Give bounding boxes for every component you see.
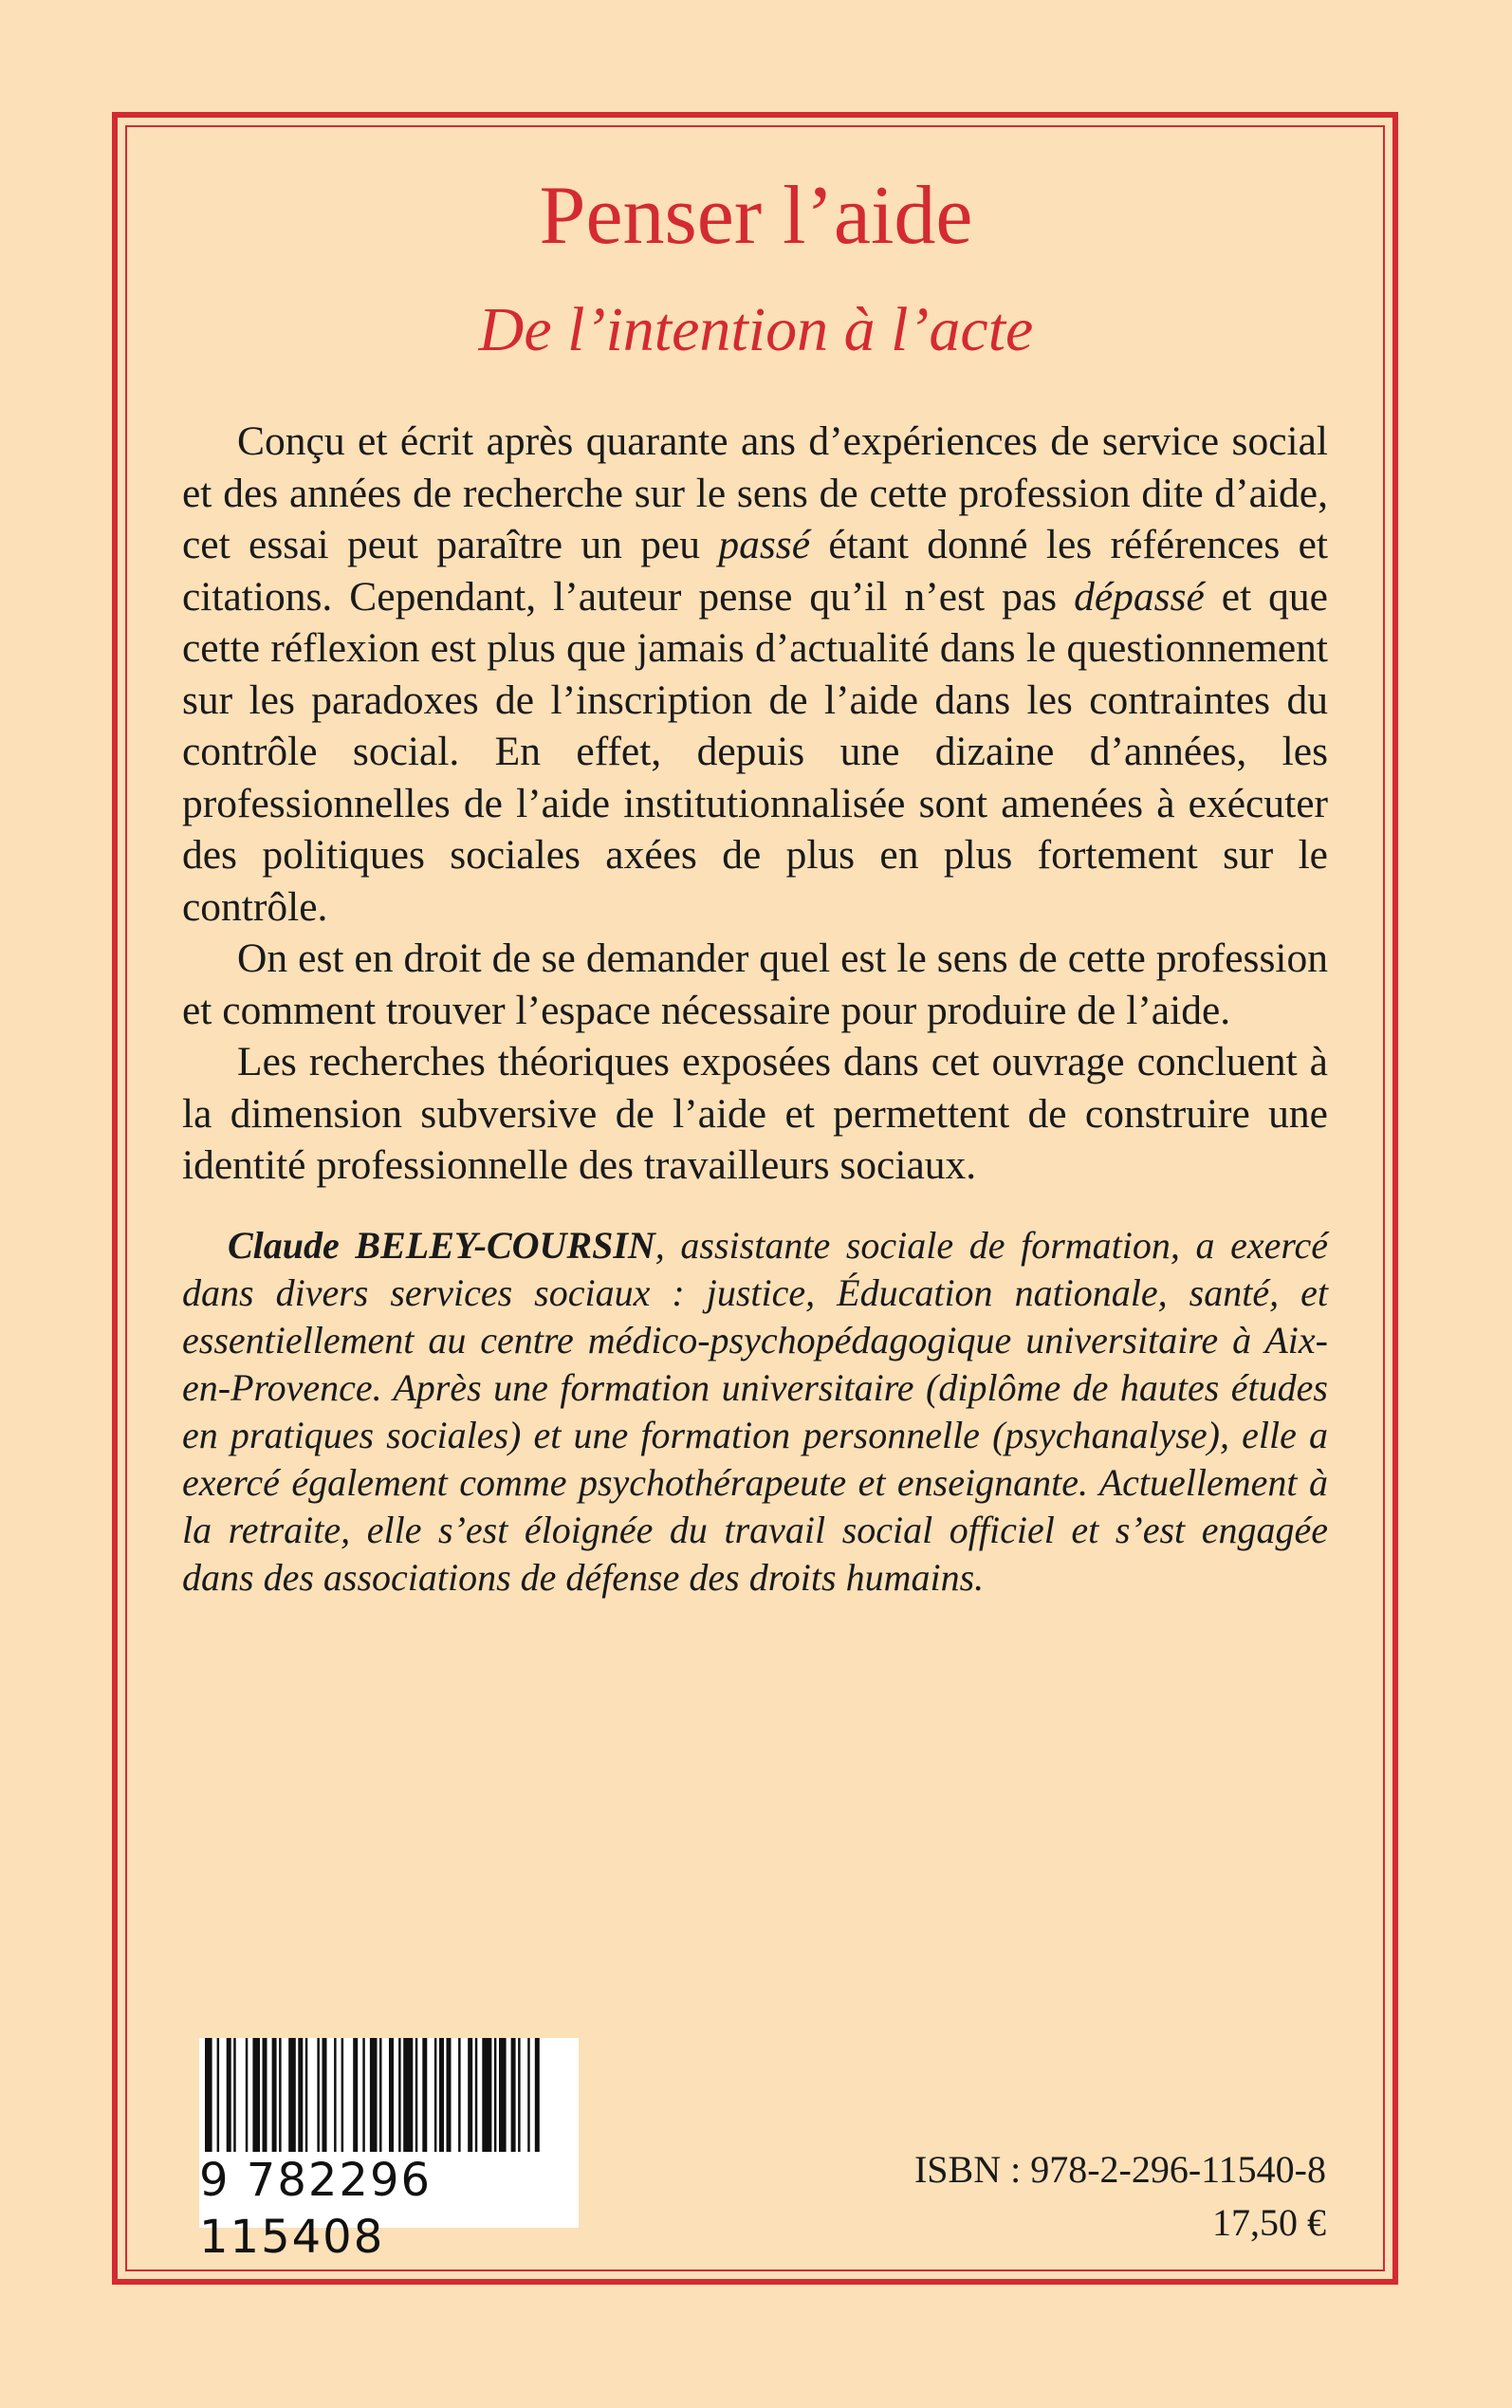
barcode-bar bbox=[246, 2038, 249, 2156]
barcode-bar bbox=[263, 2038, 267, 2156]
barcode-bar bbox=[298, 2038, 303, 2156]
author-bio bbox=[182, 1222, 1328, 1602]
barcode-bar bbox=[527, 2038, 530, 2156]
barcode-bar bbox=[379, 2038, 382, 2156]
barcode-bar bbox=[227, 2038, 231, 2156]
blurb-paragraph-3: Les recherches théoriques exposées dans cet ouvrage concluent à la dimension subversive de l’aide et permettent de construire une identité professionnelle des travailleurs sociaux. bbox=[182, 1039, 1328, 1188]
barcode-bar bbox=[305, 2038, 308, 2156]
back-cover-blurb bbox=[182, 416, 1328, 1192]
book-subtitle: De l’intention à l’acte bbox=[478, 295, 1034, 364]
barcode-bar bbox=[475, 2038, 478, 2156]
barcode-bar bbox=[535, 2038, 540, 2156]
barcode-bar bbox=[272, 2038, 277, 2156]
barcode-bar bbox=[482, 2038, 491, 2156]
barcode-bar bbox=[323, 2038, 327, 2156]
barcode-bar bbox=[415, 2038, 418, 2156]
barcode-bar bbox=[370, 2038, 378, 2156]
blurb-paragraph-2: On est en droit de se demander quel est le sens de cette profession et comment trouver l’espace nécessaire pour produire de l’aide. bbox=[182, 935, 1328, 1033]
barcode-bar bbox=[447, 2038, 452, 2156]
barcode-bar bbox=[353, 2038, 358, 2156]
barcode-bar bbox=[518, 2038, 521, 2156]
barcode-bar bbox=[252, 2038, 260, 2156]
barcode-bar bbox=[288, 2038, 296, 2156]
barcode-bar bbox=[468, 2038, 472, 2156]
barcode-bar bbox=[317, 2038, 320, 2156]
barcode-bar bbox=[279, 2038, 282, 2156]
barcode-bar bbox=[233, 2038, 236, 2156]
isbn: ISBN : 978-2-296-11540-8 bbox=[913, 2148, 1326, 2191]
barcode-digits: 9 782296 115408 bbox=[199, 2152, 579, 2209]
barcode-bar bbox=[511, 2038, 516, 2156]
barcode-bar bbox=[362, 2038, 365, 2156]
barcode-bar bbox=[403, 2038, 413, 2156]
barcode-bar bbox=[422, 2038, 427, 2156]
barcode-bar bbox=[458, 2038, 461, 2156]
barcode-bar bbox=[217, 2038, 220, 2156]
barcode-bars bbox=[199, 2038, 579, 2156]
barcode-bar bbox=[499, 2038, 507, 2156]
barcode-bar bbox=[439, 2038, 444, 2156]
author-bio-text: , assistante sociale de formation, a exercé dans divers services sociaux : justice, Éducation nationale, santé, et essentiellement au centre médico-psychopédagogique universitaire à Aix-en-Provence. Après une formation universitaire (diplôme de hautes études en pratiques sociales) et une formation personnelle (psychanalyse), elle a exercé également comme psychothérapeute et enseignante. Actuellement à la retraite, elle s’est éloignée du travail social officiel et s’est engagée dans des associations de défense des droits humains. bbox=[182, 1224, 1328, 1599]
barcode-bar bbox=[389, 2038, 394, 2156]
barcode-bar bbox=[334, 2038, 337, 2156]
barcode-bar bbox=[494, 2038, 497, 2156]
price: 17,50 € bbox=[1212, 2201, 1326, 2244]
barcode-bar bbox=[398, 2038, 401, 2156]
barcode-bar bbox=[434, 2038, 437, 2156]
blurb-paragraph-1: Conçu et écrit après quarante ans d’expériences de service social et des années de recherche sur le sens de cette profession dite d’aide, cet essai peut paraître un peu passé étant donné les références et citations. Cependant, l’auteur pense qu’il n’est pas dépassé et que cette réflexion est plus que jamais d’actualité dans le questionnement sur les paradoxes de l’inscription de l’aide dans les contraintes du contrôle social. En effet, depuis une dizaine d’années, les professionnelles de l’aide institutionnalisée sont amenées à exécuter des politiques sociales axées de plus en plus fortement sur le contrôle. bbox=[182, 418, 1328, 930]
book-title: Penser l’aide bbox=[539, 170, 973, 262]
barcode-bar bbox=[205, 2038, 212, 2156]
author-name: Claude BELEY-COURSIN bbox=[228, 1224, 655, 1267]
barcode-bar bbox=[341, 2038, 344, 2156]
